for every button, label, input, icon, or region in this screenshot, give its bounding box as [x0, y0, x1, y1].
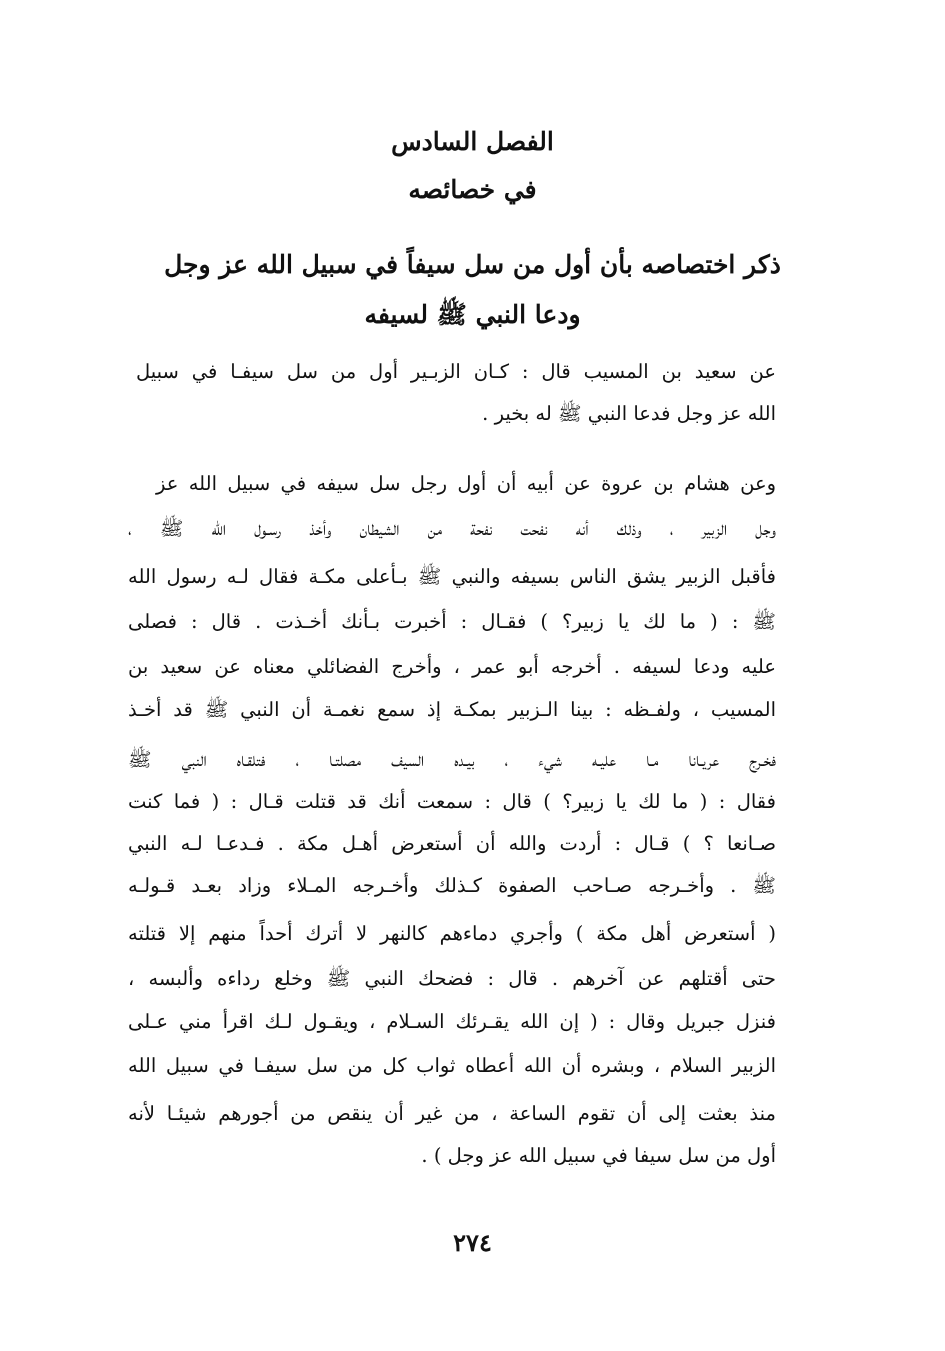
text-line: عن سعيد بن المسيب قال : كـان الزبـير أول من سل سيفـا في سبيل	[136, 360, 776, 383]
text-line: حتى أقتلهم عن آخرهم . قال : فضحك النبي ﷺ وخلع رداءه وألبسه ،	[128, 967, 776, 990]
text-line: عليه ودعا لسيفه . أخرجه أبو عمر ، وأخرج الفضائلي معناه عن سعيد بن	[128, 655, 776, 678]
page-number: ٢٧٤	[453, 1228, 492, 1257]
section-heading	[120, 240, 825, 340]
text-line: فقال : ( ما لك يا زبير؟ ) قال : سمعت أنك قد قتلت قـال : ( فما كنت	[128, 790, 776, 813]
chapter-header	[0, 118, 945, 214]
text-line: فخـرج عريـانا مـا عليـه شيء ، بيـده السيف مصلتـا ، فتلقـاه النبي ﷺ	[128, 748, 776, 771]
text-line: ( أستعرض أهل مكة ) وأجري دماءهم كالنهر لا أترك أحداً منهم إلا قتلته	[128, 922, 776, 945]
chapter-title: الفصل السادس	[391, 127, 554, 156]
text-line: المسيب ، ولفـظه : بينا الـزبير بمكـة إذ سمع نغمـة أن النبي ﷺ قد أخـذ	[128, 698, 776, 721]
text-line: أول من سل سيفا في سبيل الله عز وجل ) .	[421, 1144, 776, 1167]
chapter-subtitle: في خصائصه	[408, 175, 537, 204]
text-line: فنزل جبريل وقال : ( إن الله يقـرئك السـلام ، ويقـول لـك اقرأ مني عـلى	[128, 1010, 776, 1033]
text-line: صـانعا ؟ ) قـال : أردت والله أن أستعرض أهـل مكة . فـدعـا لـه النبي	[128, 832, 776, 855]
text-line: الله عز وجل فدعا النبي ﷺ له بخير .	[482, 402, 776, 425]
text-line: الزبير السلام ، وبشره أن الله أعطاه ثواب كل من سل سيفـا في سبيل الله	[128, 1054, 776, 1077]
section-heading-line: ودعا النبي ﷺ لسيفه	[364, 300, 581, 329]
text-line: ﷺ . وأخـرجه صـاحب الصفوة كـذلك وأخـرجه المـلاء وزاد بعـد قـولـه	[128, 874, 776, 897]
text-line: ﷺ : ( ما لك يا زبير؟ ) فقـال : أخبرت بـأنك أخـذت . قال : فصلى	[128, 610, 776, 633]
text-line: منذ بعثت إلى أن تقوم الساعة ، من غير أن ينقص من أجورهم شيئـا لأنه	[128, 1102, 776, 1125]
text-line: فأقبل الزبير يشق الناس بسيفه والنبي ﷺ بـأعلى مكـة فقال لـه رسول الله	[128, 565, 776, 588]
section-heading-line: ذكر اختصاصه بأن أول من سل سيفاً في سبيل الله عز وجل	[164, 250, 781, 279]
text-line: وعن هشام بن عروة عن أبيه أن أول رجل سل سيفه في سبيل الله عز	[156, 472, 776, 495]
text-line: وجل الزبير ، وذلك أنه نفحت نفحة من الشيطان وأخذ رسـول الله ﷺ ،	[128, 517, 776, 540]
